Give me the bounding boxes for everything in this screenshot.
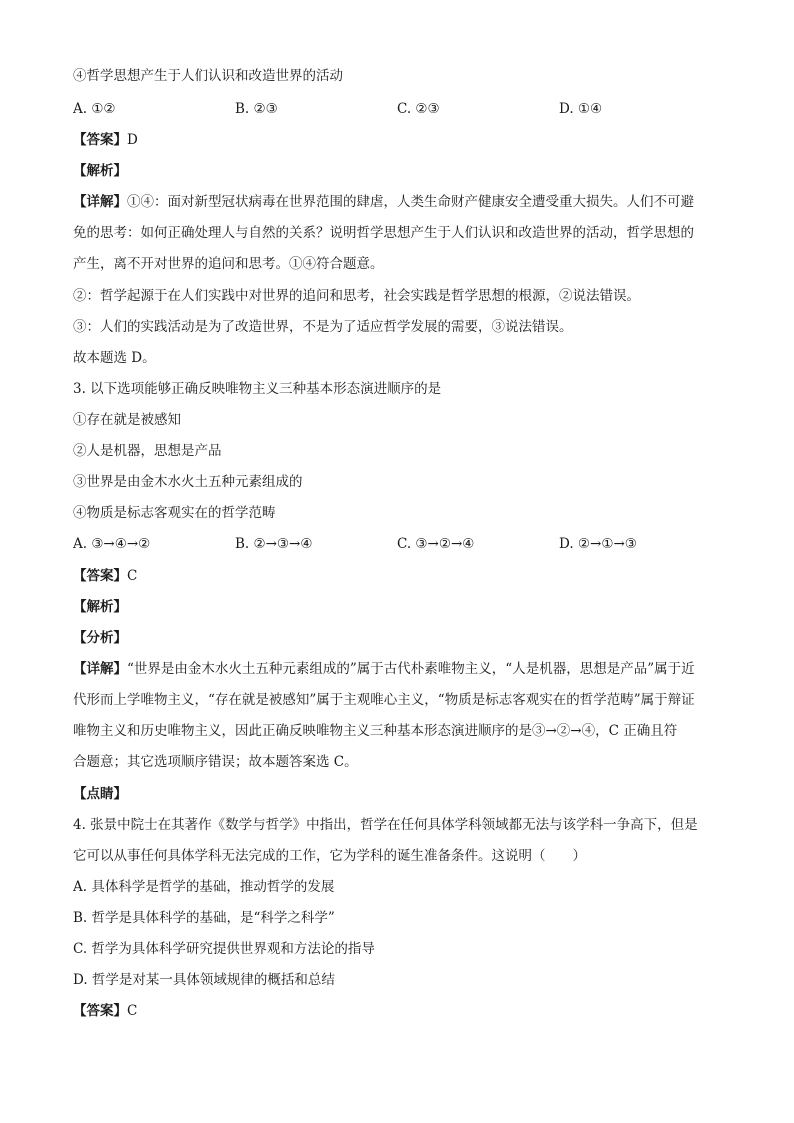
q2-option-b: B. ②③ — [235, 101, 278, 117]
q2-extra-line-1: ②：哲学起源于在人们实践中对世界的追问和思考，社会实践是哲学思想的根源，②说法错误。 — [73, 288, 640, 304]
q4-stem-line-1: 4. 张景中院士在其著作《数学与哲学》中指出，哲学在任何具体学科领域都无法与该学科一争高下，但是 — [73, 817, 698, 833]
q2-option-a: A. ①② — [73, 101, 116, 117]
q3-answer-label: 【答案】 — [73, 568, 127, 584]
q3-statement-4: ④物质是标志客观实在的哲学范畴 — [73, 505, 276, 521]
q3-analysis-label: 【解析】 — [73, 599, 127, 615]
q2-options — [73, 99, 726, 119]
q4-answer — [73, 1001, 726, 1021]
q3-detail-line-3: 唯物主义和历史唯物主义，因此正确反映唯物主义三种基本形态演进顺序的是③→②→④，C 正确且符 — [73, 723, 678, 739]
q2-extra-line-3: 故本题选 D。 — [73, 350, 156, 366]
q2-detail-line-2: 免的思考：如何正确处理人与自然的关系？说明哲学思想产生于人们认识和改造世界的活动，哲学思想的 — [73, 225, 694, 241]
q3-detail-line-4: 合题意；其它选项顺序错误；故本题答案选 C。 — [73, 754, 358, 770]
q2-extra-line-2: ③：人们的实践活动是为了改造世界，不是为了适应哲学发展的需要，③说法错误。 — [73, 319, 573, 335]
q2-detail-line-3: 产生，离不开对世界的追问和思考。①④符合题意。 — [73, 256, 384, 272]
q2-option-d: D. ①④ — [559, 101, 603, 117]
q3-answer — [73, 566, 726, 586]
q4-option-b: B. 哲学是具体科学的基础，是“科学之科学” — [73, 910, 335, 926]
q3-statement-2: ②人是机器，思想是产品 — [73, 443, 222, 459]
q2-answer-label: 【答案】 — [73, 132, 127, 148]
q3-detail-line-1 — [73, 659, 726, 679]
q3-options — [73, 534, 726, 554]
q3-option-d: D. ②→①→③ — [559, 536, 637, 552]
q3-statement-1: ①存在就是被感知 — [73, 412, 181, 428]
q4-option-c: C. 哲学为具体科学研究提供世界观和方法论的指导 — [73, 941, 375, 957]
q4-option-d: D. 哲学是对某一具体领域规律的概括和总结 — [73, 972, 335, 988]
q2-detail-label: 【详解】 — [73, 194, 127, 210]
q4-answer-label: 【答案】 — [73, 1003, 127, 1019]
q2-detail-text-1: ①④：面对新型冠状病毒在世界范围的肆虐，人类生命财产健康安全遭受重大损失。人们不可避 — [127, 194, 694, 210]
q3-detail-text-1: “世界是由金木水火土五种元素组成的”属于古代朴素唯物主义，“人是机器，思想是产品”属于近 — [127, 661, 695, 677]
q3-answer-value: C — [127, 568, 138, 584]
q3-option-b: B. ②→③→④ — [235, 536, 313, 552]
q3-detail-line-2: 代形而上学唯物主义，“存在就是被感知”属于主观唯心主义，“物质是标志客观实在的哲学范畴”属于辩证 — [73, 692, 695, 708]
q4-option-a: A. 具体科学是哲学的基础，推动哲学的发展 — [73, 879, 335, 895]
q2-option-c: C. ②③ — [397, 101, 440, 117]
q3-fenxi-label: 【分析】 — [73, 630, 127, 646]
q3-option-a: A. ③→④→② — [73, 536, 151, 552]
q4-answer-value: C — [127, 1003, 138, 1019]
q3-option-c: C. ③→②→④ — [397, 536, 475, 552]
q2-answer-value: D — [127, 132, 138, 148]
q2-answer — [73, 130, 726, 150]
q2-analysis-label: 【解析】 — [73, 163, 127, 179]
q3-stem: 3. 以下选项能够正确反映唯物主义三种基本形态演进顺序的是 — [73, 381, 442, 397]
q2-statement-4: ④哲学思想产生于人们认识和改造世界的活动 — [73, 68, 343, 84]
q3-statement-3: ③世界是由金木水火土五种元素组成的 — [73, 474, 303, 490]
q2-detail-line-1 — [73, 192, 726, 212]
q3-comment-label: 【点睛】 — [73, 786, 127, 802]
q3-detail-label: 【详解】 — [73, 661, 127, 677]
q4-stem-line-2: 它可以从事任何具体学科无法完成的工作，它为学科的诞生准备条件。这说明（ ） — [73, 848, 586, 864]
